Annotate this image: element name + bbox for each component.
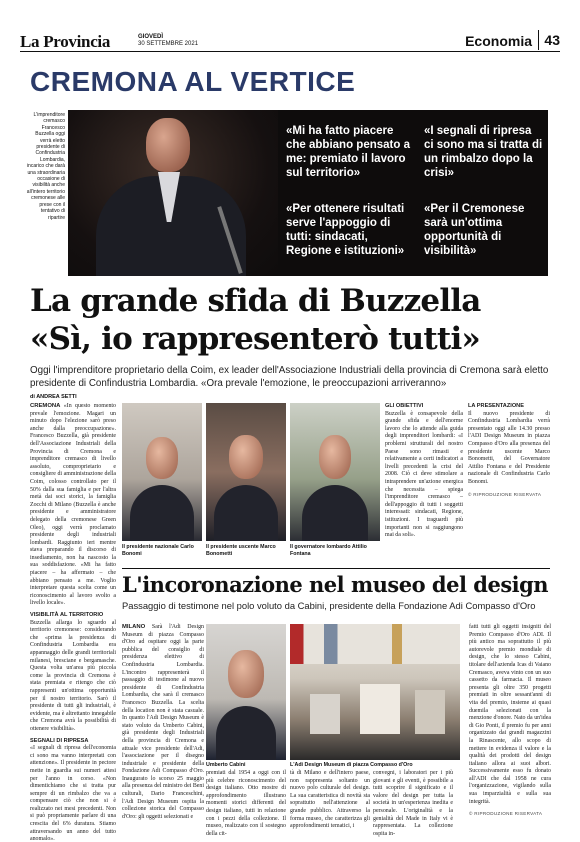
subhead-obiettivi: GLI OBIETTIVI — [385, 403, 424, 409]
photo-adi-museum — [290, 624, 460, 760]
dateline: CREMONA — [30, 403, 61, 409]
caption-adi-museum: L'Adi Design Museum di piazza Compasso d'Oro — [290, 762, 413, 768]
caption-fontana: Il governatore lombardo Attilio Fontana — [290, 544, 367, 557]
copyright-notice-2: © RIPRODUZIONE RISERVATA — [469, 811, 543, 817]
section-name: Economia — [465, 33, 532, 49]
column-2-text: Buzzella è consapevole della grande sfida e dell'enorme lavoro che lo attende alla guida degli imprenditori lombardi: «I problemi strutturali del nostro Paese sono rimasti e relativamente a certi indicatori a livelli precedenti la crisi del 2008. Ciò ci deve stimolare a intraprendere un'azione energica che necessita – spiega l'imprenditore cremasco – dell'appoggio di tutti i soggetti interessati: sindacati, Regione, istituzioni. I traguardi più importanti non si raggiungono mai da soli». — [385, 410, 463, 539]
issue-weekday: GIOVEDÌ — [138, 34, 164, 40]
photo-suit — [130, 485, 194, 541]
article-column-1 — [30, 403, 116, 842]
caption-cabini: Umberto Cabini — [206, 762, 246, 768]
article-2-column-1-text: Sarà l'Adi Design Museum di piazza Compasso d'Oro ad ospitare oggi la parte pubblica del consiglio di presidenza elettivo di Confindustria Lombardia. L'incontro rappresenterà il passaggio di testimone al nuovo presidente di Confindustria Lombardia, che sarà il cremasco Francesco Buzzella. La scelta della location non è stata casuale. In quanto l'Adi Design Museum è stato voluto da Umberto Cabini, già presidente degli Industriali della provincia di Cremona e attuale vice presidente dell'Adi, l'associazione per il disegno industriale e presidente della Fondazione Adi Compasso d'Oro. Inaugurato lo scorso 25 maggio alla presenza del ministro dei Beni culturali, Dario Franceschini, l'Adi Design Museum ospita la collezione storica del Compasso d'Oro: gli oggetti selezionati e — [122, 624, 204, 820]
photo-suit — [214, 485, 278, 541]
column-1-text: «In questo momento prevale l'emozione. Magari un minuto dopo l'elezione sarò preso anche dalla preoccupazione». Francesco Buzzella, già presidente dell'Associazione Industriali della Provincia di Cremona e imprenditore cremasco di livello assoluto, comproprietario e consigliere di amministrazione della Coim, colosso controllato per il 50% dalla sua famiglia e per l'altra metà dai soci storici, la famiglia Zocchi di Milano (Buzzella è anche presidente e amministratore delegato della cremonese Green Oleo), oggi verrà proclamato presidente degli industriali lombardi. Raggiunto ieri mentre stava preparando il discorso di insediamento, non ha nascosto la sua soddisfazione. «Mi ha fatto piacere – ha affermato – che abbiano pensato a me. Voglio interpretare questa scelta come un riconoscimento al lavoro svolto a livello locale». — [30, 403, 116, 607]
article-2-summary: Passaggio di testimone nel polo voluto da Cabini, presidente della Fondazione Adi Compasso d'Oro — [122, 600, 536, 611]
hero-quote-4: «Per il Cremonese sarà un'ottima opportunità di visibilità» — [424, 203, 525, 257]
byline: di ANDREA SETTI — [30, 394, 77, 400]
article-2-column-5 — [469, 624, 551, 818]
museum-exhibit — [415, 690, 445, 734]
photo-fontana — [290, 403, 380, 541]
article-2-column-5-text: fatti tutti gli oggetti insigniti del Premio Compasso d'Oro ADI. Il più antico ma soprattutto il più autorevole premio mondiale di design, che lo stesso Cabini, titolare dell'azienda Icas di Vaiano Cremasco, aveva vinto con un suo cassetto da farmacia. Il museo presenta gli oltre 350 progetti premiati in oltre sessant'anni di vita del premio, insieme ai quasi duemila selezionati con la menzione d'onore. Nato da un'idea di Gio Ponti, il premio fu per anni organizzato dai grandi magazzini la Rinascente, allo scopo di mettere in evidenza il valore e la qualità dei prodotti del design italiano allora ai suoi albori. Successivamente esso fu donato all'ADI che dal 1958 ne cura l'organizzazione, vigilando sulla sua imparzialità e sulla sua integrità. — [469, 624, 551, 805]
article-2-column-4-text: convegni, i laboratori per i più giovani e gli eventi, è possibile a tutti scoprire il significato e il valore del design per tutta la società in un'esperienza inedita e personale. L'originalità e la genialità del Made in Italy vi è rappresentata. La collezione ospita in- — [373, 770, 453, 837]
dateline-milano: MILANO — [122, 624, 146, 630]
hero-banner — [68, 110, 548, 276]
subhead-visibilita: VISIBILITÀ AL TERRITORIO — [30, 612, 104, 619]
museum-banners — [290, 624, 460, 664]
section-divider — [122, 568, 550, 569]
issue-date — [138, 34, 198, 48]
photo-bonometti — [206, 403, 286, 541]
article-column-2 — [385, 403, 463, 540]
article-2-column-4 — [373, 770, 453, 838]
headline-summary: Oggi l'imprenditore proprietario della Coim, ex leader dell'Associazione Industriali della provincia di Cremona sarà eletto presidente di Confindustria Lombardia. «Ora prevale l'emozione, le preoccupazioni arriveranno» — [30, 365, 549, 389]
hero-quote-2: «I segnali di ripresa ci sono ma si tratta di un rimbalzo dopo la crisi» — [424, 125, 543, 179]
column-1-text-3: «I segnali di ripresa dell'economia ci sono ma vanno interpretati con attenzione». Il presidente in pectore mette in guardia sui numeri attesi per l'anno in corso. «Non dimentichiamo che si tratta pur sempre di un rimbalzo che va a compensare ciò che non si è realizzato nei mesi precedenti. Non si può propriamente parlare di una crescita del 6% duratura. Stiamo attraversando un anno del tutto anomalo». — [30, 745, 116, 842]
page-header — [20, 30, 560, 52]
headline-line-2: «Sì, io rappresenterò tutti» — [30, 321, 481, 357]
article-column-3 — [468, 403, 550, 498]
article-2-column-1 — [122, 624, 204, 821]
article-2-title: L'incoronazione nel museo del design — [122, 572, 549, 597]
museum-exhibit — [360, 684, 400, 734]
photo-suit — [302, 485, 368, 541]
copyright-notice: © RIPRODUZIONE RISERVATA — [468, 491, 542, 497]
article-2-column-3-text: tà di Milano e dell'intero paese, non rappresenta soltanto un nuovo polo culturale del design. La sua caratteristica di novità sta soprattutto nell'attenzione al grande pubblico. Attraverso la forma museo, che caratterizza gli approfondimenti tematici, i — [290, 770, 370, 830]
photo-face — [319, 435, 351, 479]
buzzella-photo — [68, 110, 278, 276]
subhead-presentazione: LA PRESENTAZIONE — [468, 403, 524, 409]
article-2-column-3 — [290, 770, 370, 831]
article-2-column-2 — [206, 770, 286, 838]
hero-side-caption: L'imprenditore cremasco Francesco Buzzella oggi verrà eletto presidente di Confindustria Lombardia, incarico che darà una straordinaria occasione di visibilità anche all'intero territorio cremonese alle prese con il tentativo di ripartire — [26, 112, 65, 221]
photo-face — [146, 437, 178, 479]
article-2-column-2-text: premiati dal 1954 a oggi con il più celebre riconoscimento del design italiano. Otto mostre di approfondimento illustrano momenti storici differenti del design italiano, tutti in relazione con i pezzi della collezione. Il museo, realizzato con il sostegno della cit- — [206, 770, 286, 837]
photo-cabini — [206, 624, 286, 760]
caption-bonometti: Il presidente uscente Marco Bonometti — [206, 544, 276, 557]
kicker-title: CREMONA AL VERTICE — [30, 66, 356, 97]
museum-exhibit — [310, 694, 340, 734]
subhead-ripresa: SEGNALI DI RIPRESA — [30, 737, 89, 744]
photo-head — [146, 118, 190, 172]
caption-bonomi: Il presidente nazionale Carlo Bonomi — [122, 544, 194, 557]
column-1-text-2: Buzzella allarga lo sguardo al territorio cremonese: considerando che «prima la presidenza di Confindustria Lombardia era appannaggio delle grandi territoriali milanesi, bresciane e bergamasche. Questa volta un'area più piccola come la provincia di Cremona è stata premiata e ritengo che ciò rappresenti un'ottima opportunità per il nostro territorio. Sarò il presidente di tutti gli industriali, è evidente, ma è altrettanto innegabile che Cremona avrà la possibilità di ottenere visibilità». — [30, 619, 116, 732]
photo-face — [229, 435, 263, 479]
page-number: 43 — [538, 30, 560, 50]
issue-full-date: 30 SETTEMBRE 2021 — [138, 41, 199, 47]
headline-line-1: La grande sfida di Buzzella — [30, 283, 481, 319]
photo-face — [228, 650, 264, 698]
newspaper-logo: La Provincia — [20, 32, 111, 51]
hero-quote-3: «Per ottenere risultati serve l'appoggio di tutti: sindacati, Regione e istituzioni» — [286, 203, 405, 257]
photo-bonomi — [122, 403, 202, 541]
hero-quote-1: «Mi ha fatto piacere che abbiano pensato a me: premiato il lavoro sul territorio» — [286, 125, 410, 179]
column-3-text: Il nuovo presidente di Confindustria Lombardia verrà presentato oggi alle 14.30 presso l'ADI Design Museum in piazza Compasso d'Oro alla presenza del presidente uscente Marco Bonometti, del Governatore Attilio Fontana e del Presidente nazionale di Confindustria Carlo Bonomi. — [468, 410, 550, 485]
photo-suit — [216, 706, 276, 760]
